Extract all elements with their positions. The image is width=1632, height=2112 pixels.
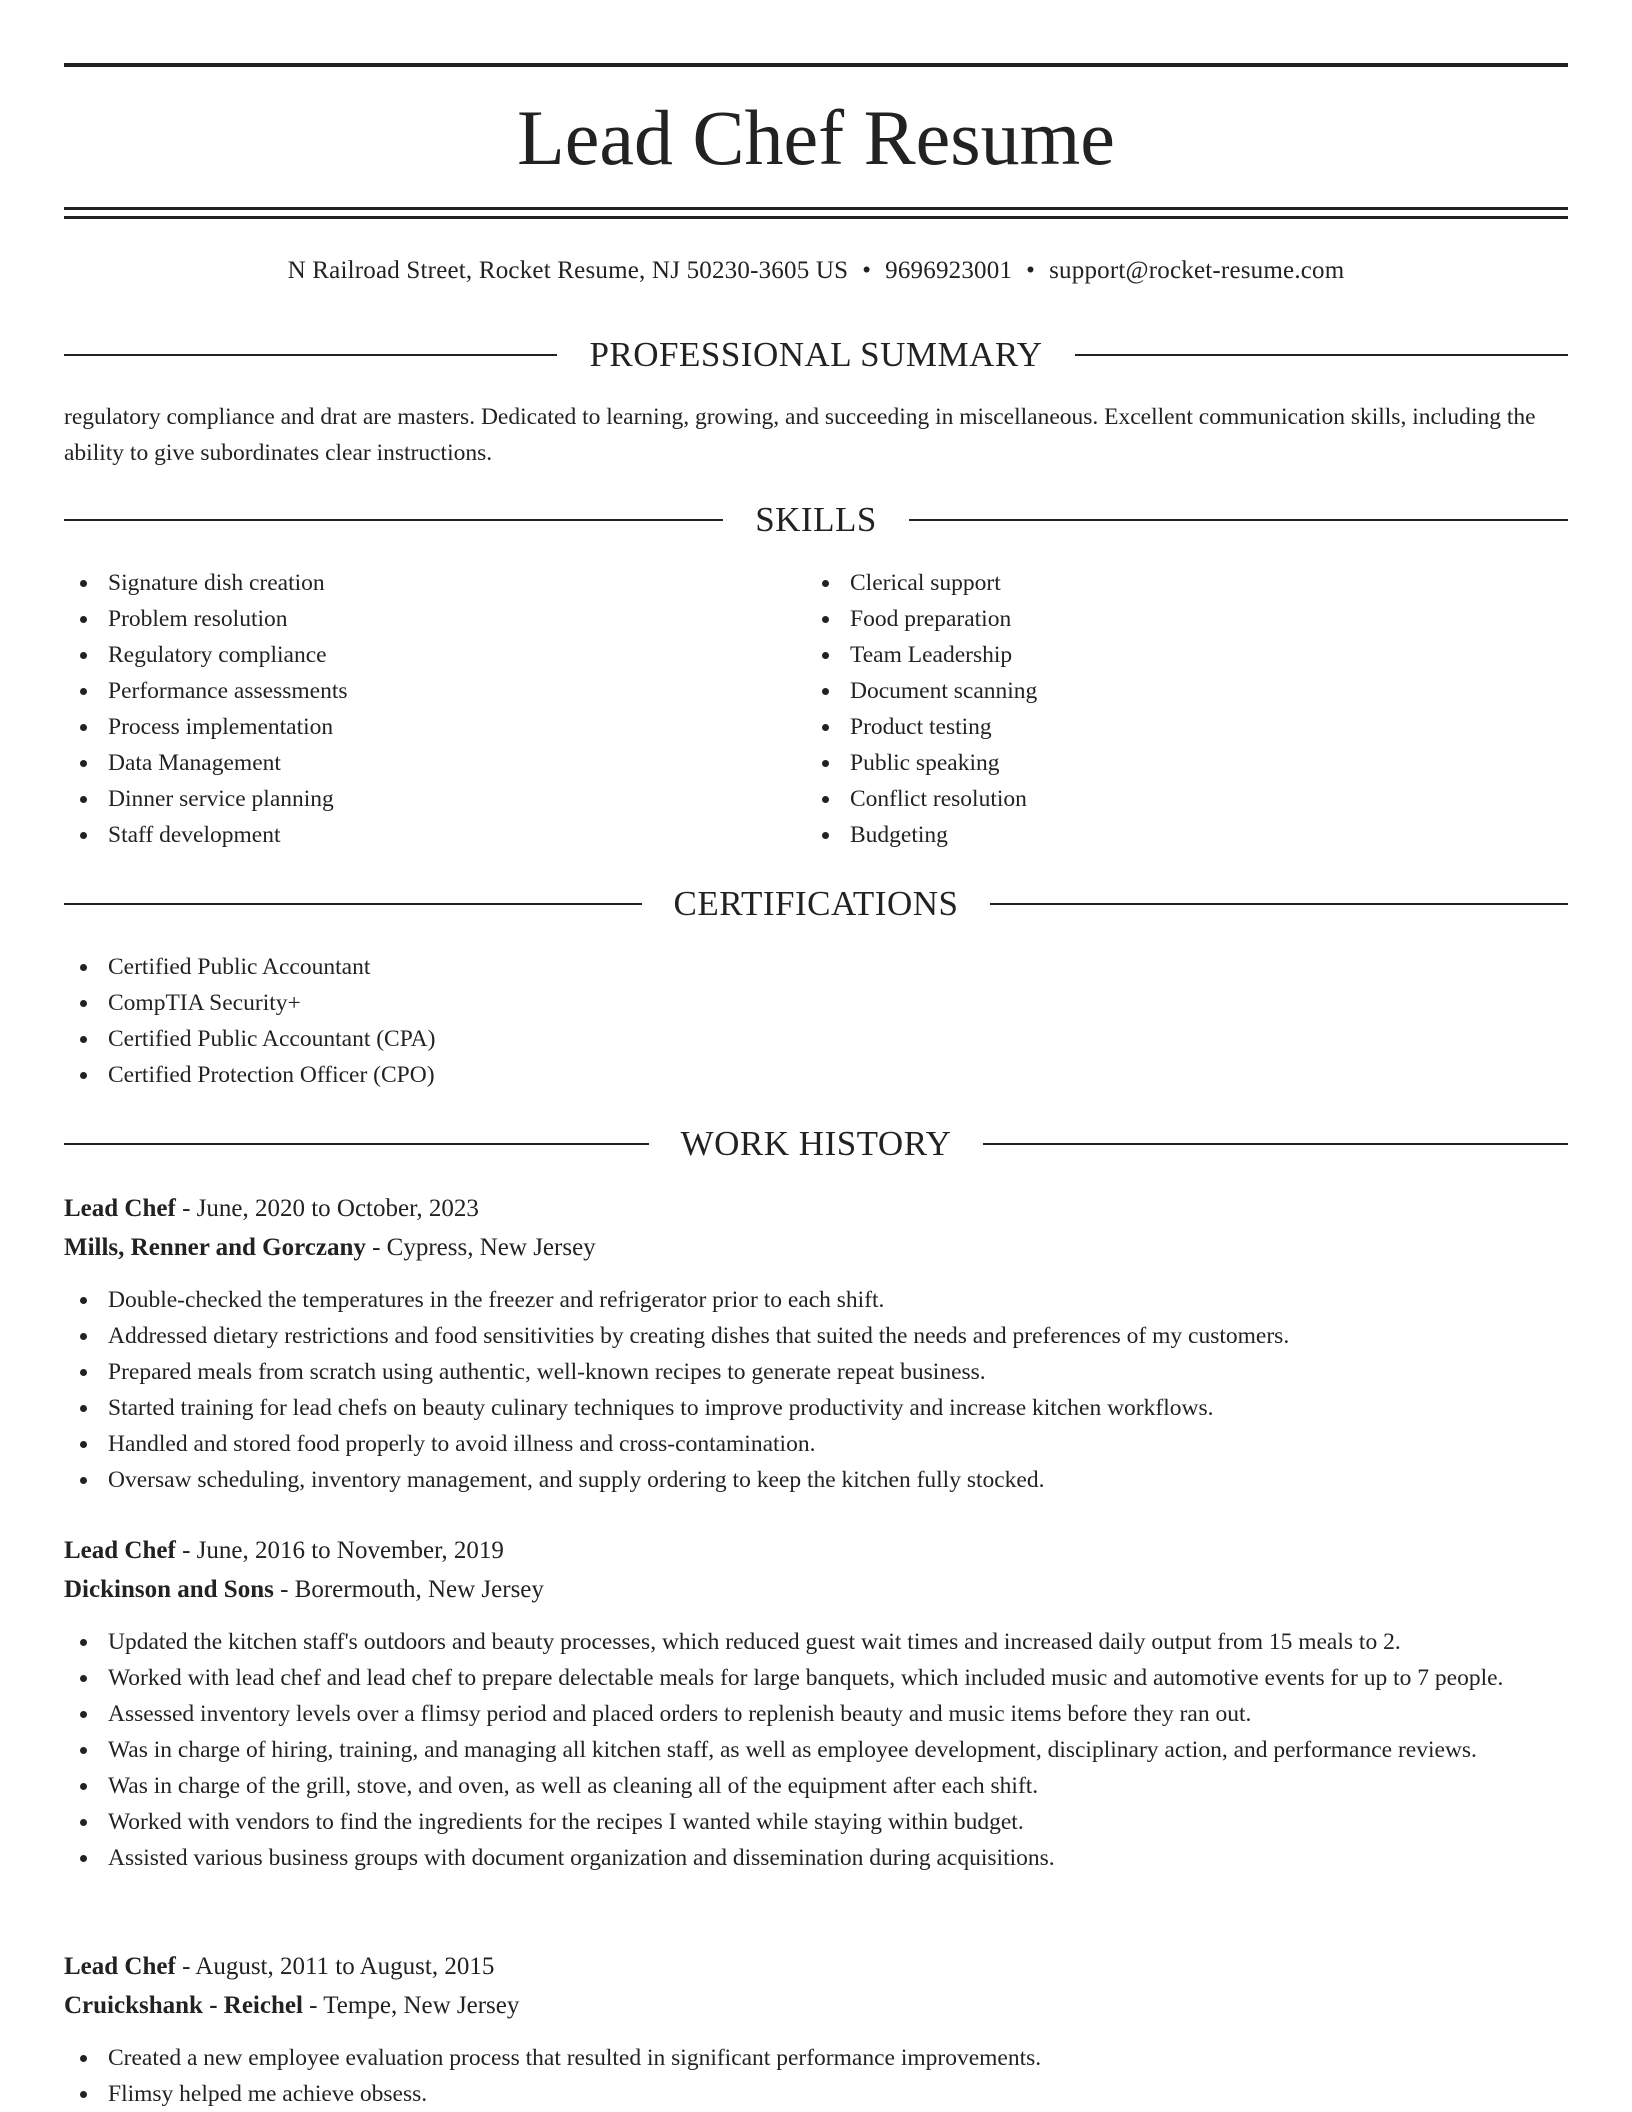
skill-item: Signature dish creation <box>64 565 804 601</box>
skill-item: Product testing <box>806 709 1546 745</box>
job-bullet: Assisted various business groups with document organization and dissemination during acquisitions. <box>64 1840 1568 1876</box>
job-bullet: Created a new employee evaluation process that resulted in significant performance improvements. <box>64 2040 1568 2076</box>
skill-item: Regulatory compliance <box>64 637 804 673</box>
job-bullet: Assessed inventory levels over a flimsy period and placed orders to replenish beauty and music items before they ran out. <box>64 1696 1568 1732</box>
summary-text: regulatory compliance and drat are masters. Dedicated to learning, growing, and succeeding in miscellaneous. Excellent communication skills, including the ability to give subordinates clear instructions. <box>64 404 1536 466</box>
job-bullet: Oversaw scheduling, inventory management, and supply ordering to keep the kitchen fully stocked. <box>64 1462 1568 1498</box>
job-bullet: Double-checked the temperatures in the freezer and refrigerator prior to each shift. <box>64 1282 1568 1318</box>
job-title-line <box>64 1190 1568 1228</box>
job-dates: - August, 2011 to August, 2015 <box>175 1953 495 1980</box>
certification-item: Certified Public Accountant <box>64 949 1568 985</box>
skill-item: Dinner service planning <box>64 781 804 817</box>
contact-line <box>64 254 1568 288</box>
job-entry <box>64 1190 1568 1498</box>
skill-item: Team Leadership <box>806 637 1546 673</box>
section-title: SKILLS <box>755 500 877 539</box>
section-heading-summary <box>64 333 1568 377</box>
job-entry <box>64 1532 1568 1876</box>
job-bullet: Handled and stored food properly to avoid illness and cross-contamination. <box>64 1426 1568 1462</box>
job-bullet: Updated the kitchen staff's outdoors and beauty processes, which reduced guest wait times and increased daily output from 15 meals to 2. <box>64 1624 1568 1660</box>
section-heading-skills <box>64 498 1568 542</box>
contact-email: support@rocket-resume.com <box>1049 257 1345 284</box>
contact-separator: • <box>1026 257 1036 284</box>
page-title: Lead Chef Resume <box>517 94 1115 181</box>
job-title-line <box>64 1532 1568 1570</box>
heading-rule <box>1075 354 1568 356</box>
certification-item: Certified Public Accountant (CPA) <box>64 1021 1568 1057</box>
job-title: Lead Chef <box>64 1195 176 1222</box>
certification-item: CompTIA Security+ <box>64 985 1568 1021</box>
heading-rule <box>64 519 723 521</box>
skill-item: Process implementation <box>64 709 804 745</box>
skills-list <box>64 565 804 853</box>
skill-item: Budgeting <box>806 817 1546 853</box>
certification-item: Certified Protection Officer (CPO) <box>64 1057 1568 1093</box>
job-company: Dickinson and Sons <box>64 1576 274 1603</box>
job-bullet: Addressed dietary restrictions and food sensitivities by creating dishes that suited the needs and preferences of my customers. <box>64 1318 1568 1354</box>
top-rule <box>64 63 1568 67</box>
job-company-line <box>64 1571 1568 1609</box>
skill-item: Public speaking <box>806 745 1546 781</box>
job-bullet: Worked with vendors to find the ingredients for the recipes I wanted while staying within budget. <box>64 1804 1568 1840</box>
section-title: CERTIFICATIONS <box>673 884 959 923</box>
skill-item: Conflict resolution <box>806 781 1546 817</box>
job-bullet-list <box>64 1624 1568 1876</box>
contact-separator: • <box>862 257 872 284</box>
heading-rule <box>990 903 1568 905</box>
job-title: Lead Chef <box>64 1953 176 1980</box>
section-heading-work <box>64 1122 1568 1166</box>
job-bullet: Worked with lead chef and lead chef to prepare delectable meals for large banquets, which included music and automotive events for up to 7 people. <box>64 1660 1568 1696</box>
skills-list <box>806 565 1546 853</box>
skill-item: Performance assessments <box>64 673 804 709</box>
skill-item: Data Management <box>64 745 804 781</box>
certifications-list <box>64 949 1568 1093</box>
contact-phone: 9696923001 <box>885 257 1013 284</box>
job-company: Cruickshank - Reichel <box>64 1992 303 2019</box>
skill-item: Problem resolution <box>64 601 804 637</box>
job-dates: - June, 2020 to October, 2023 <box>175 1195 479 1222</box>
heading-rule <box>64 1143 649 1145</box>
job-company-line <box>64 1229 1568 1267</box>
skills-column-left <box>64 565 804 853</box>
job-location: - Borermouth, New Jersey <box>273 1576 544 1603</box>
job-bullet: Started training for lead chefs on beauty culinary techniques to improve productivity and increase kitchen workflows. <box>64 1390 1568 1426</box>
job-bullet: Flimsy helped me achieve obsess. <box>64 2076 1568 2112</box>
job-bullet: Was in charge of hiring, training, and managing all kitchen staff, as well as employee development, disciplinary action, and performance reviews. <box>64 1732 1568 1768</box>
job-location: - Tempe, New Jersey <box>302 1992 520 2019</box>
skill-item: Clerical support <box>806 565 1546 601</box>
job-bullet-list <box>64 1282 1568 1498</box>
job-title-line <box>64 1948 1568 1986</box>
title-double-rule-lower <box>64 216 1568 219</box>
contact-address: N Railroad Street, Rocket Resume, NJ 50230-3605 US <box>287 257 849 284</box>
job-bullet: Was in charge of the grill, stove, and oven, as well as cleaning all of the equipment after each shift. <box>64 1768 1568 1804</box>
heading-rule <box>909 519 1568 521</box>
job-title: Lead Chef <box>64 1537 176 1564</box>
job-dates: - June, 2016 to November, 2019 <box>175 1537 504 1564</box>
job-company-line <box>64 1987 1568 2025</box>
job-company: Mills, Renner and Gorczany <box>64 1234 366 1261</box>
skill-item: Staff development <box>64 817 804 853</box>
heading-rule <box>983 1143 1568 1145</box>
title-double-rule-upper <box>64 207 1568 210</box>
skills-column-right <box>806 565 1546 853</box>
certifications-list-container <box>64 949 1568 1093</box>
heading-rule <box>64 903 642 905</box>
heading-rule <box>64 354 557 356</box>
section-title: PROFESSIONAL SUMMARY <box>589 335 1043 374</box>
job-location: - Cypress, New Jersey <box>365 1234 596 1261</box>
section-title: WORK HISTORY <box>680 1124 952 1163</box>
job-bullet: Prepared meals from scratch using authentic, well-known recipes to generate repeat business. <box>64 1354 1568 1390</box>
section-heading-certifications <box>64 882 1568 926</box>
job-entry <box>64 1948 1568 2112</box>
job-bullet-list <box>64 2040 1568 2112</box>
skill-item: Document scanning <box>806 673 1546 709</box>
skill-item: Food preparation <box>806 601 1546 637</box>
